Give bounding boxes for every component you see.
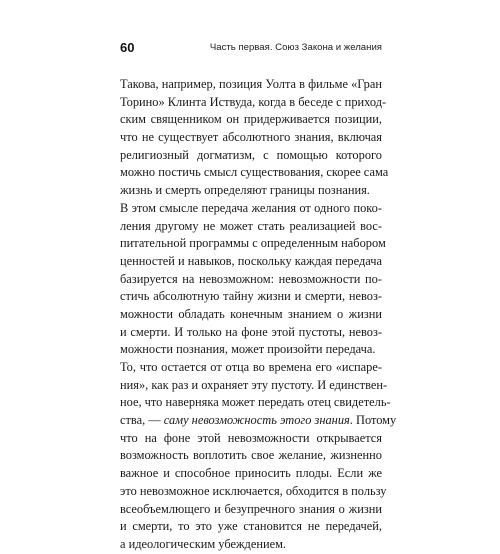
text-line: а идеологическим убеждением. [120, 536, 287, 551]
running-header [120, 38, 382, 58]
text-line: что не существует абсолютного знания, включая [120, 130, 382, 145]
text-line: можно постичь смысл существования, скорее сама [120, 165, 389, 180]
text-line: всеобъемлющего и безупречного знания о жизни [120, 501, 382, 516]
text-line: ния», как раз и охраняет эту пустоту. И единствен- [120, 377, 388, 392]
text-line: жизнь и смерть определяют границы познания. [120, 183, 370, 198]
text-line: и смерти. И только на фоне этой пустоты, невоз- [120, 324, 382, 339]
text-line: и смерти, то это уже становится не передачей, [120, 519, 382, 534]
text-line: То, что остается от отца во времена его «испаре- [120, 360, 382, 374]
text-line: это невозможное исключается, обходится в пользу [120, 483, 387, 498]
text-line: ским священником он придерживается позиции, [120, 112, 382, 127]
text-line: религиозный догматизм, с помощью которого [120, 147, 382, 162]
body-text [120, 76, 397, 554]
text-line-mixed [120, 412, 397, 430]
text-line: питательной программы с определенным набором [120, 236, 386, 251]
text-line: ления другому не может стать реализацией вос- [120, 218, 382, 233]
text-line: Торино» Клинта Иствуда, когда в беседе с приход- [120, 94, 387, 109]
italic-phrase: саму невозможность этого знания [163, 413, 350, 428]
chapter-title: Часть первая. Союз Закона и желания [209, 42, 382, 53]
text-segment: . Потому [349, 413, 397, 428]
text-line: можности познания, может произойти передача. [120, 342, 376, 357]
text-line: ное, что наверняка может передать отец свидетель- [120, 395, 391, 410]
text-segment: ства, — [120, 413, 164, 428]
text-line: базируется на невозможном: невозможности по- [120, 271, 382, 286]
text-line: можности обладать конечным знанием о жизни [120, 306, 382, 321]
text-line: возможность воплотить свое желание, жизненно [120, 448, 382, 463]
text-line: В этом смысле передача желания от одного поко- [120, 200, 382, 215]
text-line: важное и способное приносить плоды. Если же [120, 466, 382, 481]
text-line: стичь абсолютную тайну жизни и смерти, невоз- [120, 289, 382, 304]
text-line: ценностей и навыков, поскольку каждая передача [120, 253, 382, 268]
text-line: Такова, например, позиция Уолта в фильме «Гран [120, 77, 382, 91]
text-line: что на фоне этой невозможности открывается [120, 430, 382, 445]
page-number: 60 [120, 40, 135, 55]
